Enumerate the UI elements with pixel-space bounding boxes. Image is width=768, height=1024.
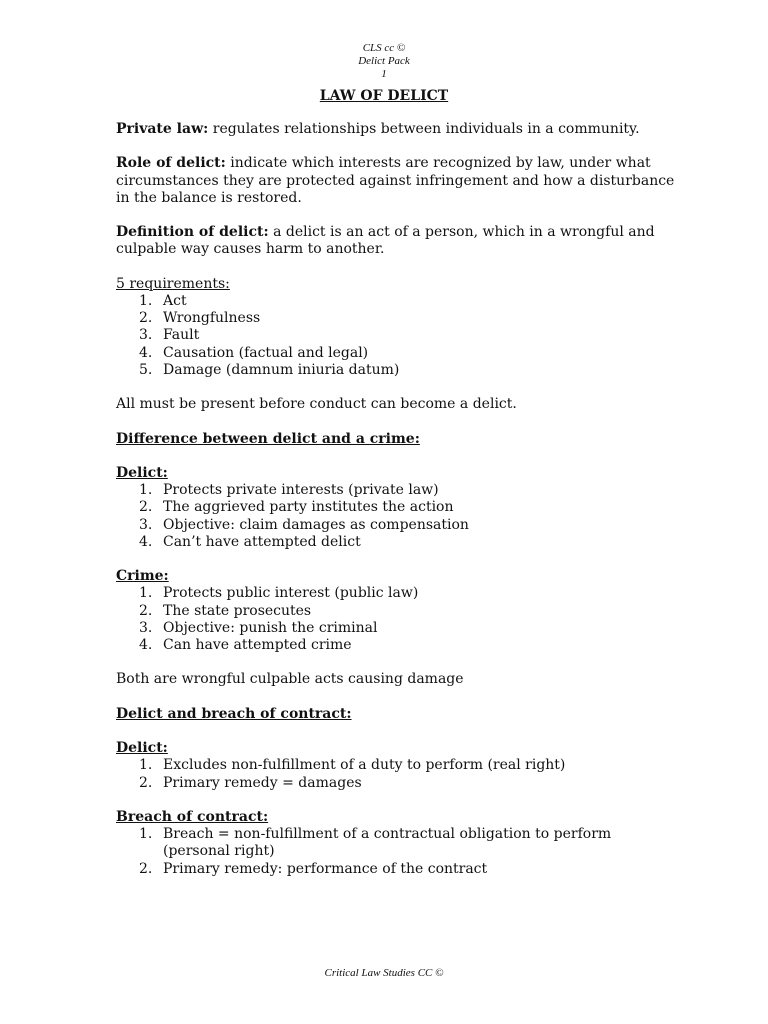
definition-text: a delict is an act of a person, which in a wrongful and culpable way causes harm to another.: [116, 224, 655, 258]
crime-list: [116, 585, 676, 654]
contract-heading-text: Delict and breach of contract:: [116, 705, 352, 722]
delict-heading: [116, 465, 676, 482]
list-item-text: Wrongfulness: [163, 310, 261, 327]
page-number: 1: [381, 68, 387, 80]
list-number: 4.: [139, 533, 153, 550]
list-item: [116, 482, 676, 499]
list-item-text: The aggrieved party institutes the action: [163, 499, 454, 516]
crime-heading-text: Crime:: [116, 568, 169, 585]
definition-term: Definition of delict:: [116, 224, 269, 241]
list-item: [116, 293, 676, 310]
list-item: [116, 603, 676, 620]
list-item: [116, 362, 676, 379]
list-item-text: Primary remedy: performance of the contract: [163, 860, 488, 877]
document-body: [116, 121, 676, 878]
delict-contract-heading: [116, 740, 676, 757]
page-footer: Critical Law Studies CC ©: [324, 967, 444, 979]
list-number: 2.: [139, 499, 153, 516]
list-number: 2.: [139, 310, 153, 327]
list-number: 4.: [139, 636, 153, 653]
list-number: 3.: [139, 327, 153, 344]
list-item-text: Primary remedy = damages: [163, 774, 362, 791]
header-line-2: Delict Pack: [358, 55, 410, 67]
list-item-text: Causation (factual and legal): [163, 344, 369, 361]
list-number: 2.: [139, 774, 153, 791]
list-item-text: Damage (damnum iniuria datum): [163, 361, 400, 378]
list-item: [116, 534, 676, 551]
difference-heading-text: Difference between delict and a crime:: [116, 430, 420, 447]
private-law-text: regulates relationships between individuals in a community.: [208, 121, 640, 137]
list-item: [116, 620, 676, 637]
breach-list: [116, 826, 676, 878]
document-title: LAW OF DELICT: [319, 88, 449, 104]
role-of-delict-term: Role of delict:: [116, 155, 226, 172]
list-number: 3.: [139, 619, 153, 636]
list-number: 3.: [139, 516, 153, 533]
list-number: 1.: [139, 585, 153, 602]
page-header: [0, 42, 768, 81]
delict-contract-list: [116, 757, 676, 791]
list-item: [116, 310, 676, 327]
role-of-delict-text: indicate which interests are recognized by law, under what circumstances they are protected against infringement and how a disturbance in the balance is restored.: [116, 155, 675, 206]
list-item: [116, 517, 676, 534]
list-item: [116, 861, 676, 878]
private-law-paragraph: [116, 121, 676, 138]
list-item: [116, 327, 676, 344]
delict-contract-heading-text: Delict:: [116, 740, 168, 757]
list-item-text: Excludes non-fulfillment of a duty to perform (real right): [163, 757, 566, 774]
list-item-text: Can have attempted crime: [163, 636, 352, 653]
list-number: 2.: [139, 860, 153, 877]
requirements-list: [116, 293, 676, 379]
list-item-text: Act: [163, 292, 187, 309]
list-item-text: The state prosecutes: [163, 602, 312, 619]
delict-heading-text: Delict:: [116, 464, 168, 481]
crime-note: Both are wrongful culpable acts causing damage: [116, 671, 464, 688]
list-item: [116, 345, 676, 362]
list-number: 1.: [139, 482, 153, 499]
list-item: [116, 757, 676, 774]
crime-heading: [116, 568, 676, 585]
list-item-text: Protects public interest (public law): [163, 585, 419, 602]
list-item-text: Can’t have attempted delict: [163, 533, 361, 550]
list-item: [116, 826, 676, 860]
role-of-delict-paragraph: [116, 155, 676, 207]
requirements-heading: 5 requirements:: [116, 275, 230, 292]
list-number: 2.: [139, 602, 153, 619]
header-line-1: CLS cc ©: [362, 42, 406, 54]
list-item-text: Breach = non-fulfillment of a contractual obligation to perform (personal right): [163, 826, 612, 860]
list-item-text: Objective: claim damages as compensation: [163, 516, 469, 533]
difference-heading: [116, 431, 676, 448]
list-item: [116, 499, 676, 516]
list-number: 5.: [139, 361, 153, 378]
list-item: [116, 637, 676, 654]
list-item-text: Objective: punish the criminal: [163, 619, 378, 636]
list-number: 1.: [139, 826, 153, 843]
list-item-text: Protects private interests (private law): [163, 482, 439, 499]
breach-heading: [116, 809, 676, 826]
definition-paragraph: [116, 224, 676, 258]
contract-heading: [116, 706, 676, 723]
private-law-term: Private law:: [116, 121, 209, 137]
requirements-note: All must be present before conduct can become a delict.: [116, 396, 517, 413]
list-item: [116, 775, 676, 792]
breach-heading-text: Breach of contract:: [116, 808, 269, 825]
list-item-text: Fault: [163, 327, 200, 344]
list-number: 1.: [139, 757, 153, 774]
list-number: 4.: [139, 344, 153, 361]
delict-crime-list: [116, 482, 676, 551]
list-item: [116, 585, 676, 602]
list-number: 1.: [139, 292, 153, 309]
